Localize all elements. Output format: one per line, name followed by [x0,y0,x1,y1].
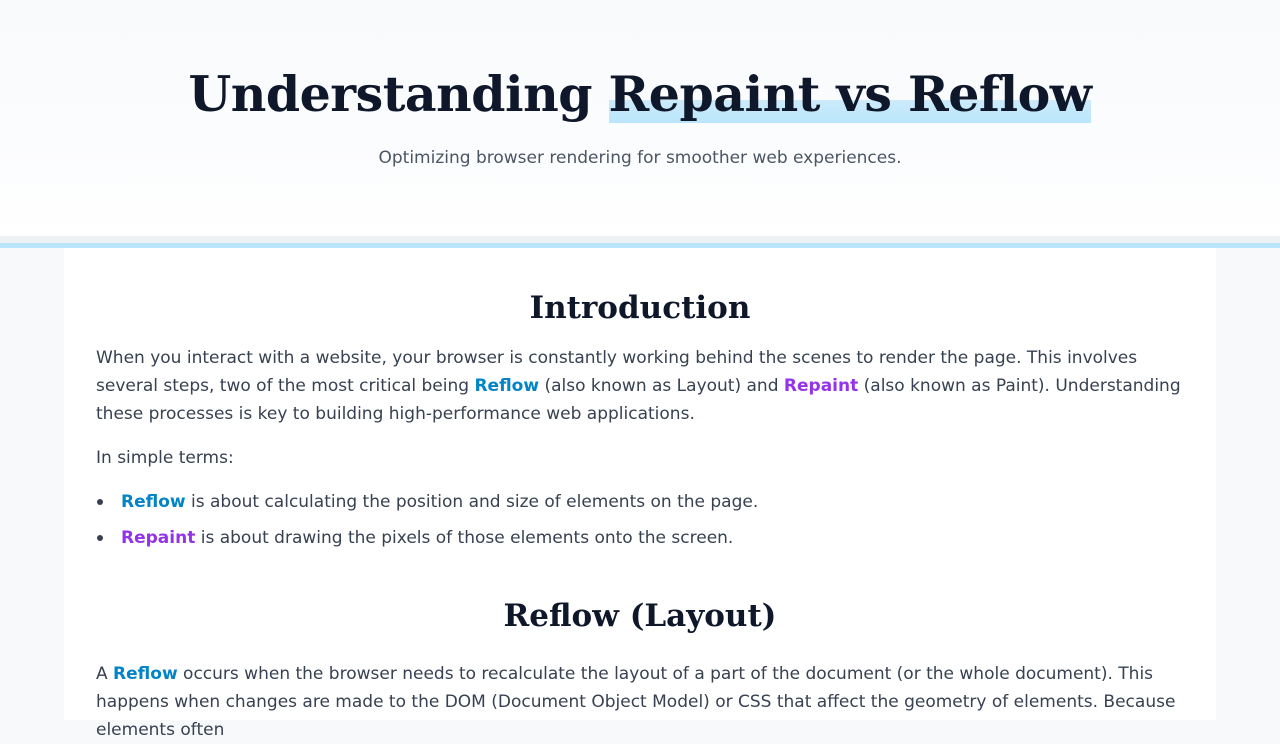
page-title-highlight: Repaint vs Reflow [608,65,1092,123]
page-title [0,60,1280,128]
bullet-dot [97,499,103,505]
reflow-term: Reflow [474,376,540,396]
list-item-text: is about drawing the pixels of those elements onto the screen. [195,528,734,548]
article-card [64,248,1216,740]
simple-terms-paragraph: In simple terms: [96,448,234,468]
bullet-dot [97,535,103,541]
reflow-layout-heading: Reflow (Layout) [503,598,777,634]
introduction-heading: Introduction [529,290,751,326]
reflow-text-before: A [96,664,114,684]
list-item [96,524,1184,552]
intro-text-after: (also known as Paint). Understanding these processes is key to building high-performance web applications. [96,376,1181,424]
intro-text-before: When you interact with a website, your browser is constantly working behind the scenes to render the page. This involves several steps, two of the most critical being [96,348,1138,396]
introduction-paragraph [96,344,1184,428]
page-title-prefix: Understanding [188,65,609,123]
page-header [0,0,1280,236]
header-divider-band [0,236,1280,243]
reflow-term: Reflow [113,664,178,684]
page-subtitle: Optimizing browser rendering for smoother web experiences. [378,148,902,168]
reflow-term: Reflow [121,492,186,512]
reflow-text-after: occurs when the browser needs to recalculate the layout of a part of the document (or the whole document). This happens when changes are made to the DOM (Document Object Model) or CSS that affect the geometry of elements. Because elements often [96,664,1176,740]
repaint-term: Repaint [783,376,859,396]
intro-text-between: (also known as Layout) and [539,376,784,396]
list-item [96,488,1184,516]
repaint-term: Repaint [121,528,196,548]
reflow-paragraph [96,660,1184,744]
list-item-text: is about calculating the position and size of elements on the page. [185,492,759,512]
definition-list [96,488,1184,560]
